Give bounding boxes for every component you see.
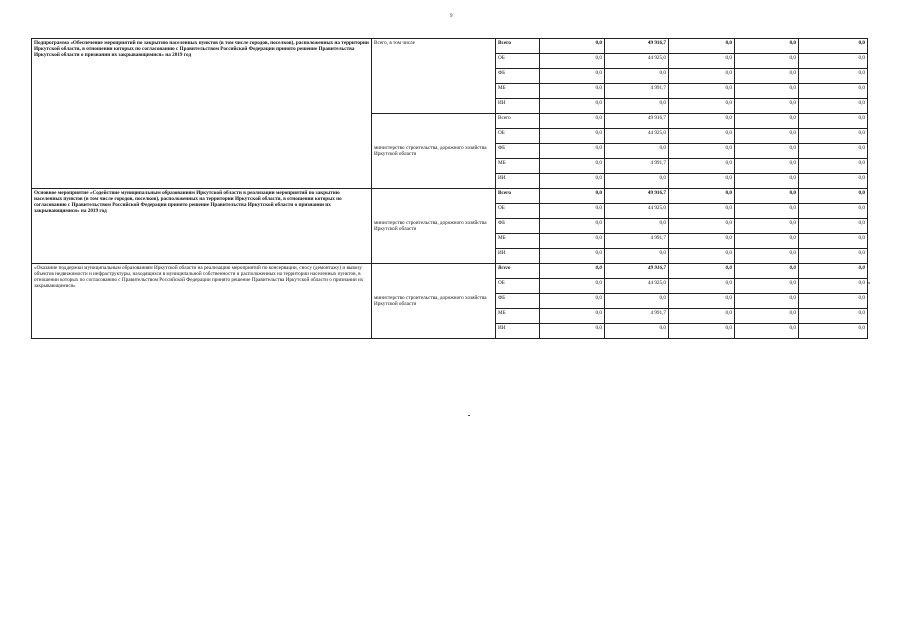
funding-source: Всего	[496, 264, 540, 279]
amount-cell: 0,0	[669, 264, 735, 279]
amount-cell: 0,0	[669, 39, 735, 54]
amount-cell: 0,0	[605, 249, 669, 264]
amount-cell: 0,0	[799, 189, 868, 204]
table-row	[32, 264, 868, 279]
amount-cell: 0,0	[669, 219, 735, 234]
funding-source: ИИ	[496, 174, 540, 189]
responsible-executor: министерство строительства, дорожного хозяйства Иркутской области	[372, 189, 496, 264]
funding-source: ФБ	[496, 69, 540, 84]
amount-cell: 0,0	[735, 54, 799, 69]
amount-cell: 0,0	[799, 204, 868, 219]
amount-cell: 0,0	[540, 189, 605, 204]
funding-source: МБ	[496, 159, 540, 174]
amount-cell: 0,0	[605, 144, 669, 159]
funding-source: ОБ	[496, 204, 540, 219]
amount-cell: 0,0	[540, 159, 605, 174]
measure-description: «Оказание поддержки муниципальным образованиям Иркутской области на реализацию мероприятий по консервации, сносу (демонтажу) и вывозу объектов недвижимости и инфраструктуры, находящихся в муниципальной собственности и расположенных на территории населенных пунктов, в отношении которых по согласованию с Правительством Российской Федерации принято решение Правительства Иркутской области о признании их закрывающимися»	[32, 264, 372, 339]
responsible-executor: министерство строительства, дорожного хозяйства Иркутской области	[372, 114, 496, 189]
tail-mark: »	[868, 281, 871, 286]
amount-cell: 0,0	[669, 69, 735, 84]
amount-cell: 0,0	[540, 249, 605, 264]
amount-cell: 0,0	[540, 234, 605, 249]
amount-cell: 0,0	[735, 39, 799, 54]
amount-cell: 0,0	[799, 144, 868, 159]
amount-cell: 0,0	[669, 99, 735, 114]
amount-cell: 0,0	[540, 264, 605, 279]
amount-cell: 0,0	[799, 69, 868, 84]
amount-cell: 0,0	[669, 84, 735, 99]
funding-source: Всего	[496, 189, 540, 204]
amount-cell: 0,0	[799, 264, 868, 279]
amount-cell: 0,0	[735, 159, 799, 174]
funding-source: ОБ	[496, 129, 540, 144]
amount-cell: 0,0	[669, 234, 735, 249]
amount-cell: 0,0	[669, 324, 735, 339]
amount-cell: 0,0	[735, 189, 799, 204]
amount-cell: 0,0	[735, 69, 799, 84]
amount-cell: 4 991,7	[605, 159, 669, 174]
amount-cell: 49 916,7	[605, 189, 669, 204]
measure-description: Основное мероприятие «Содействие муниципальным образованиям Иркутской области в реализации мероприятий по закрытию населенных пунктов (в том числе городов, поселков), расположенных на территории Иркутской области, в отношении которых по согласованию с Правительством Российской Федерации принято решение Правительства Иркутской области о признании их закрывающимися» на 2019 год	[32, 189, 372, 264]
amount-cell: 0,0	[735, 234, 799, 249]
funding-source: ОБ	[496, 279, 540, 294]
amount-cell: 49 916,7	[605, 264, 669, 279]
amount-cell: 0,0	[799, 99, 868, 114]
amount-cell: 0,0	[605, 294, 669, 309]
table-row	[32, 39, 868, 54]
amount-cell: 0,0	[735, 264, 799, 279]
amount-cell: 0,0	[540, 69, 605, 84]
amount-cell: 0,0	[735, 144, 799, 159]
budget-table	[31, 38, 868, 339]
amount-cell: 0,0	[735, 249, 799, 264]
amount-cell: 49 916,7	[605, 114, 669, 129]
amount-cell: 0,0	[799, 249, 868, 264]
funding-source: ИИ	[496, 324, 540, 339]
amount-cell: 0,0	[669, 144, 735, 159]
funding-source: ФБ	[496, 219, 540, 234]
amount-cell: 0,0	[540, 99, 605, 114]
amount-cell: 0,0	[540, 114, 605, 129]
funding-source: Всего	[496, 39, 540, 54]
amount-cell: 0,0	[540, 279, 605, 294]
funding-source: МБ	[496, 234, 540, 249]
amount-cell: 0,0	[799, 234, 868, 249]
amount-cell: 0,0	[669, 54, 735, 69]
funding-source: ИИ	[496, 249, 540, 264]
amount-cell: 4 991,7	[605, 84, 669, 99]
amount-cell: 0,0	[799, 159, 868, 174]
amount-cell: 0,0	[799, 294, 868, 309]
amount-cell: 0,0	[799, 54, 868, 69]
amount-cell: 0,0	[605, 174, 669, 189]
amount-cell: 0,0	[669, 249, 735, 264]
funding-source: МБ	[496, 84, 540, 99]
amount-cell: 49 916,7	[605, 39, 669, 54]
amount-cell: 0,0	[540, 174, 605, 189]
amount-cell: 0,0	[799, 114, 868, 129]
amount-cell: 0,0	[735, 84, 799, 99]
amount-cell: 44 925,0	[605, 204, 669, 219]
amount-cell: 0,0	[799, 174, 868, 189]
amount-cell: 0,0	[605, 219, 669, 234]
amount-cell: 0,0	[540, 324, 605, 339]
amount-cell: 4 991,7	[605, 309, 669, 324]
amount-cell: 0,0	[799, 219, 868, 234]
amount-cell: 0,0	[540, 84, 605, 99]
amount-cell: 0,0	[735, 324, 799, 339]
amount-cell: 0,0	[735, 279, 799, 294]
amount-cell: 0,0	[669, 189, 735, 204]
amount-cell: 0,0	[540, 219, 605, 234]
amount-cell: 0,0	[735, 99, 799, 114]
amount-cell: 0,0	[735, 219, 799, 234]
amount-cell: 0,0	[605, 324, 669, 339]
table-row	[32, 189, 868, 204]
amount-cell: 0,0	[735, 129, 799, 144]
amount-cell: 0,0	[540, 294, 605, 309]
amount-cell: 44 925,0	[605, 129, 669, 144]
amount-cell: 0,0	[735, 114, 799, 129]
amount-cell: 4 991,7	[605, 234, 669, 249]
amount-cell: 0,0	[669, 159, 735, 174]
scan-speck	[468, 415, 470, 416]
amount-cell: 0,0	[669, 174, 735, 189]
amount-cell: 0,0	[669, 309, 735, 324]
amount-cell: 0,0	[735, 204, 799, 219]
amount-cell: 0,0	[669, 204, 735, 219]
amount-cell: 0,0	[540, 129, 605, 144]
amount-cell: 0,0	[799, 84, 868, 99]
amount-cell: 0,0	[799, 39, 868, 54]
amount-cell: 0,0	[540, 204, 605, 219]
page-number: 9	[450, 14, 453, 19]
amount-cell: 0,0	[735, 174, 799, 189]
amount-cell: 0,0	[605, 99, 669, 114]
amount-cell: 44 925,0	[605, 54, 669, 69]
amount-cell: 0,0	[735, 294, 799, 309]
amount-cell: 0,0	[799, 279, 868, 294]
funding-source: ФБ	[496, 144, 540, 159]
amount-cell: 0,0	[799, 129, 868, 144]
amount-cell: 0,0	[669, 129, 735, 144]
funding-source: ОБ	[496, 54, 540, 69]
amount-cell: 0,0	[540, 309, 605, 324]
funding-source: ФБ	[496, 294, 540, 309]
funding-source: ИИ	[496, 99, 540, 114]
amount-cell: 0,0	[540, 39, 605, 54]
responsible-executor: министерство строительства, дорожного хозяйства Иркутской области	[372, 264, 496, 339]
amount-cell: 0,0	[605, 69, 669, 84]
amount-cell: 0,0	[735, 309, 799, 324]
funding-source: МБ	[496, 309, 540, 324]
amount-cell: 0,0	[540, 54, 605, 69]
responsible-executor: Всего, в том числе	[372, 39, 496, 114]
amount-cell: 0,0	[669, 294, 735, 309]
amount-cell: 44 925,0	[605, 279, 669, 294]
amount-cell: 0,0	[669, 114, 735, 129]
measure-description: Подпрограмма «Обеспечение мероприятий по закрытию населенных пунктов (в том числе городов, поселков), расположенных на территории Иркутской области, в отношении которых по согласованию с Правительством Российской Федерации принято решение Правительства Иркутской области о признании их закрывающимися» на 2019 год	[32, 39, 372, 189]
amount-cell: 0,0	[799, 324, 868, 339]
amount-cell: 0,0	[540, 144, 605, 159]
amount-cell: 0,0	[799, 309, 868, 324]
funding-source: Всего	[496, 114, 540, 129]
amount-cell: 0,0	[669, 279, 735, 294]
